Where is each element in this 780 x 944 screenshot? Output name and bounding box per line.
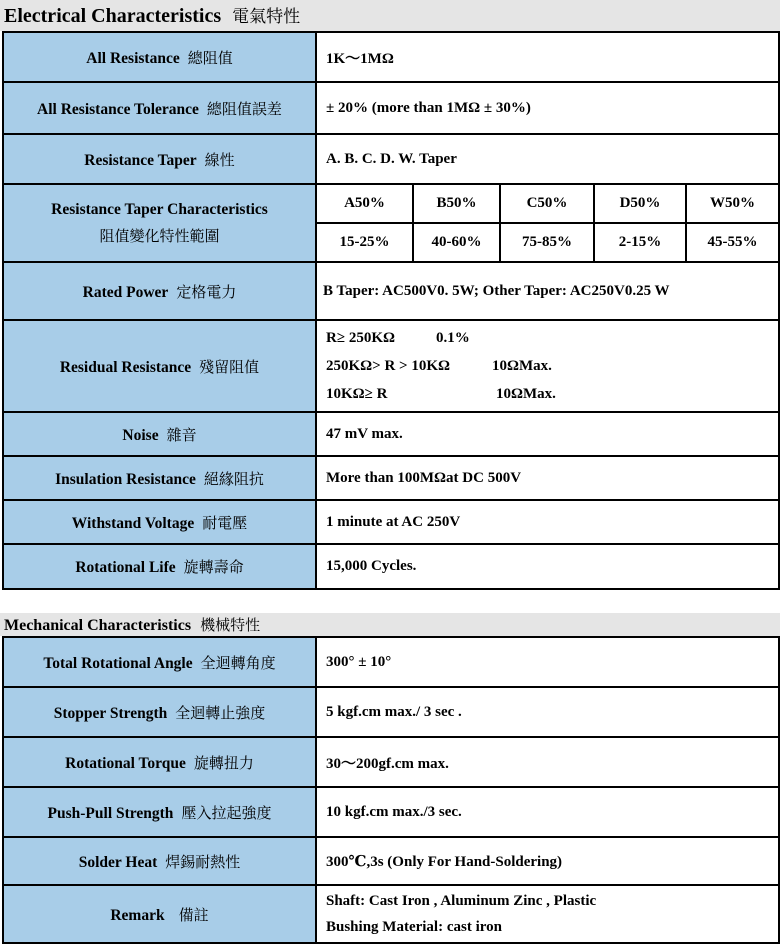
value-cell: 300° ± 10° xyxy=(316,637,779,687)
taper-value: 75-85% xyxy=(500,223,594,261)
label-cell: Withstand Voltage 耐電壓 xyxy=(3,500,316,544)
label-cell: Stopper Strength 全迴轉止強度 xyxy=(3,687,316,737)
table-row xyxy=(3,412,779,456)
table-row xyxy=(3,184,779,262)
table-row xyxy=(3,82,779,134)
taper-value: 45-55% xyxy=(686,223,778,261)
table-row xyxy=(3,637,779,687)
table-row xyxy=(3,837,779,885)
value-cell: 15,000 Cycles. xyxy=(316,544,779,589)
remark-line: Bushing Material: cast iron xyxy=(326,919,502,935)
label-cell: Remark 備註 xyxy=(3,885,316,943)
label-cell: Resistance Taper Characteristics 阻值變化特性範圍 xyxy=(3,184,316,262)
label-cell: Resistance Taper 線性 xyxy=(3,134,316,184)
label-cell: Solder Heat 焊錫耐熱性 xyxy=(3,837,316,885)
value-cell: 300℃,3s (Only For Hand-Soldering) xyxy=(316,837,779,885)
table-row xyxy=(3,134,779,184)
taper-grid-cell xyxy=(316,184,779,262)
value-cell: B Taper: AC500V0. 5W; Other Taper: AC250V0.25 W xyxy=(316,262,779,320)
residual-line: 250KΩ> R > 10KΩ 10ΩMax. xyxy=(326,358,552,374)
mechanical-section-title xyxy=(0,613,780,636)
table-row xyxy=(3,885,779,943)
value-cell: 10 kgf.cm max./3 sec. xyxy=(316,787,779,837)
table-row xyxy=(3,787,779,837)
taper-header: A50% xyxy=(317,185,413,223)
value-cell: 47 mV max. xyxy=(316,412,779,456)
remark-value-cell xyxy=(316,885,779,943)
label-cell: Residual Resistance 殘留阻值 xyxy=(3,320,316,412)
electrical-title-zh: 電氣特性 xyxy=(232,7,301,27)
mechanical-table xyxy=(2,636,780,944)
electrical-table xyxy=(2,31,780,590)
value-cell: A. B. C. D. W. Taper xyxy=(316,134,779,184)
value-cell: 30～200gf.cm max. xyxy=(316,737,779,787)
taper-grid xyxy=(317,185,778,261)
label-cell: Push-Pull Strength 壓入拉起強度 xyxy=(3,787,316,837)
taper-header: C50% xyxy=(500,185,594,223)
label-cell: Noise 雜音 xyxy=(3,412,316,456)
table-row xyxy=(3,544,779,589)
taper-header: D50% xyxy=(594,185,686,223)
residual-line: 10KΩ≥ R 10ΩMax. xyxy=(326,386,556,402)
taper-value: 2-15% xyxy=(594,223,686,261)
label-cell: Rated Power 定格電力 xyxy=(3,262,316,320)
table-row xyxy=(3,500,779,544)
residual-line: R≥ 250KΩ 0.1% xyxy=(326,330,470,346)
electrical-title-text: Electrical Characteristics xyxy=(4,5,222,27)
remark-line: Shaft: Cast Iron , Aluminum Zinc , Plastic xyxy=(326,893,597,909)
electrical-section-title xyxy=(0,0,780,31)
value-cell: ± 20% (more than 1MΩ ± 30%) xyxy=(316,82,779,134)
mechanical-title-text: Mechanical Characteristics xyxy=(4,617,192,634)
table-row xyxy=(3,456,779,500)
label-cell: Insulation Resistance 絕緣阻抗 xyxy=(3,456,316,500)
table-row xyxy=(3,262,779,320)
value-cell: 1 minute at AC 250V xyxy=(316,500,779,544)
value-cell: More than 100MΩat DC 500V xyxy=(316,456,779,500)
mechanical-title-zh: 機械特性 xyxy=(200,616,261,634)
label-cell: All Resistance 總阻值 xyxy=(3,32,316,82)
table-row xyxy=(3,737,779,787)
value-cell: 1K～1MΩ xyxy=(316,32,779,82)
label-cell: All Resistance Tolerance 總阻值誤差 xyxy=(3,82,316,134)
taper-value: 40-60% xyxy=(413,223,500,261)
value-cell: 5 kgf.cm max./ 3 sec . xyxy=(316,687,779,737)
table-row xyxy=(3,320,779,412)
table-row xyxy=(3,32,779,82)
taper-header: B50% xyxy=(413,185,500,223)
label-cell: Rotational Torque 旋轉扭力 xyxy=(3,737,316,787)
table-row xyxy=(3,687,779,737)
taper-header: W50% xyxy=(686,185,778,223)
label-cell: Total Rotational Angle 全迴轉角度 xyxy=(3,637,316,687)
label-cell: Rotational Life 旋轉壽命 xyxy=(3,544,316,589)
residual-value-cell xyxy=(316,320,779,412)
taper-value: 15-25% xyxy=(339,234,390,250)
